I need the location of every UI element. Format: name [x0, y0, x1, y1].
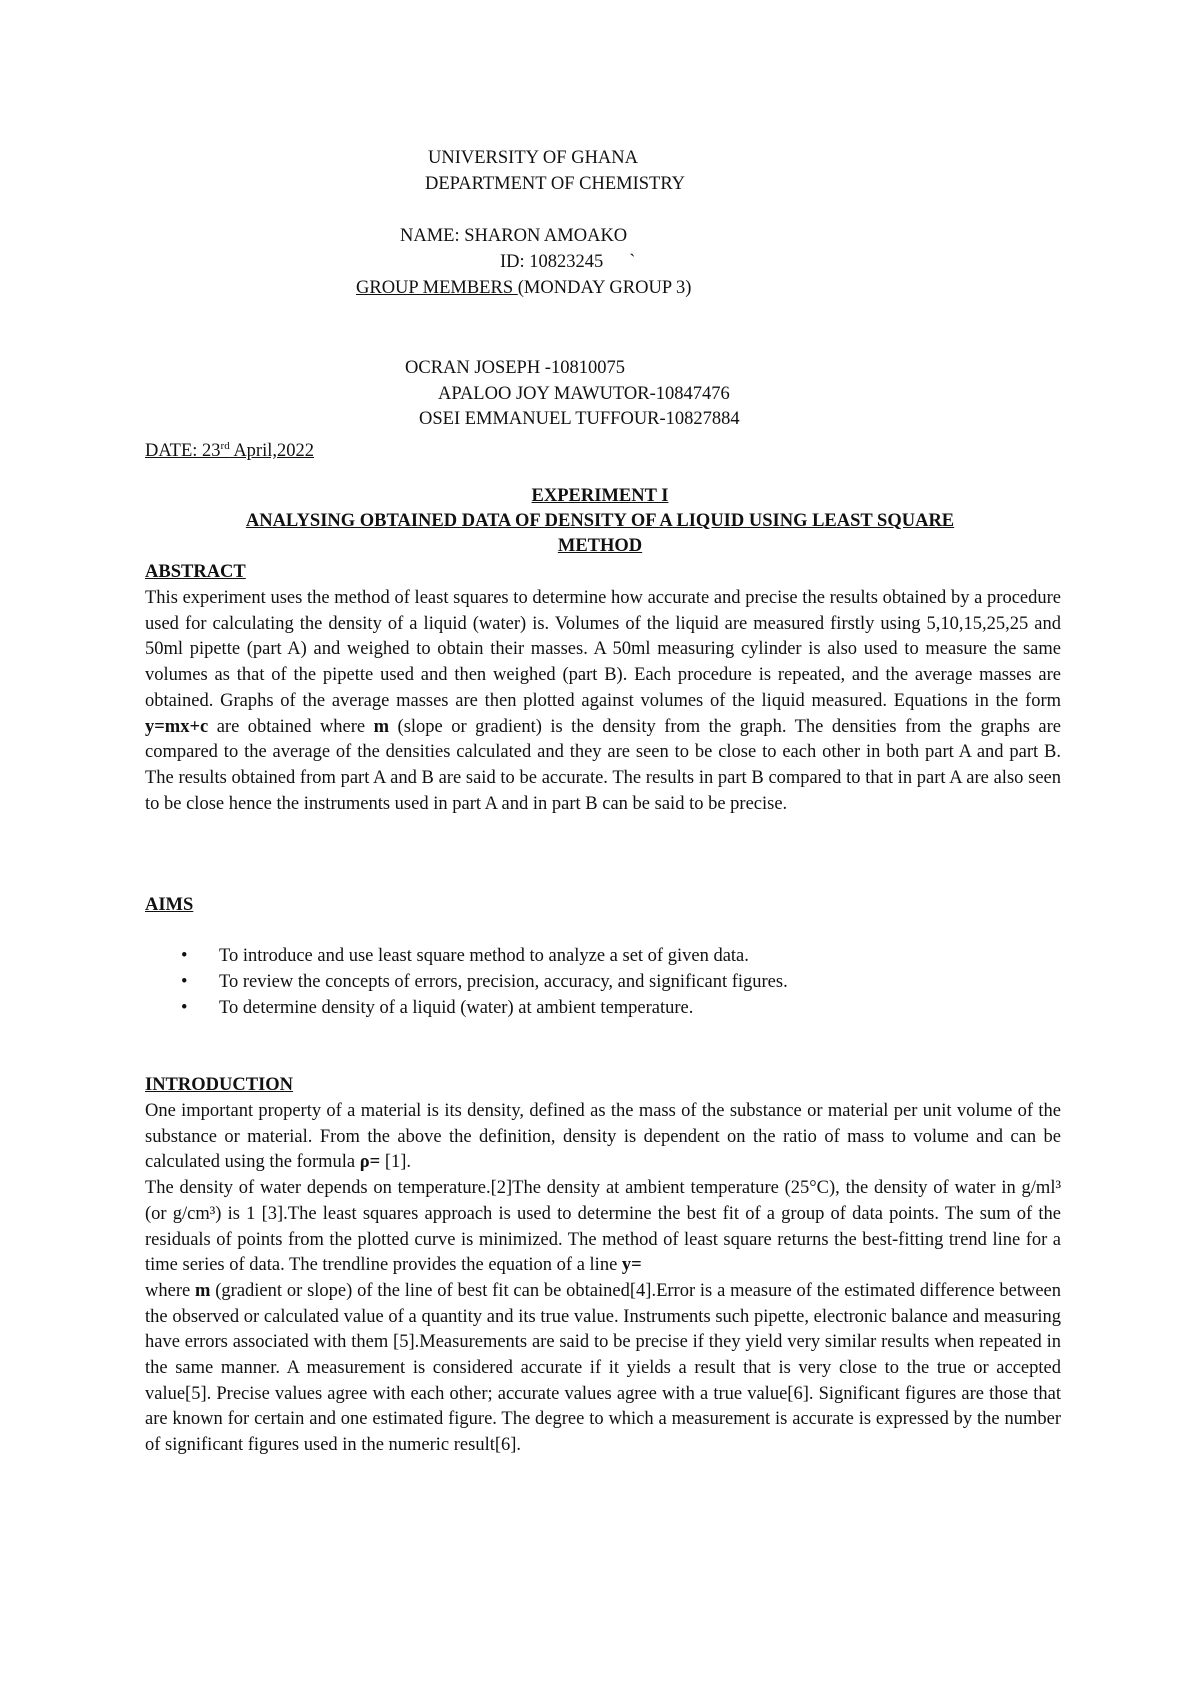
- aims-item: [175, 995, 788, 1021]
- university-title: UNIVERSITY OF GHANA: [428, 148, 639, 168]
- student-name: NAME: SHARON AMOAKO: [400, 226, 628, 246]
- abstract-m: m: [373, 716, 390, 737]
- date-rest: April,2022: [229, 441, 314, 462]
- introduction-heading: INTRODUCTION: [145, 1075, 294, 1095]
- member-2: APALOO JOY MAWUTOR-10847476: [438, 384, 730, 404]
- aims-item: [175, 969, 788, 995]
- intro-m: m: [195, 1280, 211, 1301]
- group-members-heading: GROUP MEMBERS: [356, 278, 518, 298]
- intro-p1-end: [1].: [380, 1152, 412, 1173]
- bullet-icon: •: [181, 972, 188, 992]
- line-equation: y=: [621, 1255, 642, 1276]
- student-id: [500, 250, 635, 274]
- stray-mark: `: [629, 252, 636, 272]
- bullet-icon: •: [181, 946, 188, 966]
- intro-paragraph-1: [145, 1099, 1061, 1176]
- experiment-title-line2: METHOD: [557, 536, 643, 556]
- intro-p1-text: One important property of a material is its density, defined as the mass of the substance or material per unit volume of the substance or material. From the above the definition, density is dependent on the ratio of mass to volume and can be calculated using the formula: [145, 1101, 1061, 1173]
- intro-p3-start: where: [145, 1280, 196, 1301]
- intro-paragraph-2: [145, 1176, 1061, 1279]
- date-suffix: rd: [220, 440, 230, 452]
- bullet-icon: •: [181, 998, 188, 1018]
- date-prefix: DATE: 23: [145, 441, 221, 462]
- department-title: DEPARTMENT OF CHEMISTRY: [425, 174, 685, 194]
- aims-list: [175, 943, 788, 1021]
- intro-p2-text: The density of water depends on temperature.[2]The density at ambient temperature (25°C), the density of water in g/ml³ (or g/cm³) is 1 [3].The least squares approach is used to determine the best fit of a group of data points. The sum of the residuals of points from the plotted curve is minimized. The method of least square returns the best-fitting trend line for a time series of data. The trendline provides the equation of a line: [145, 1178, 1061, 1276]
- abstract-body: [145, 586, 1061, 817]
- abstract-equation: y=mx+c: [145, 716, 209, 737]
- abstract-heading: ABSTRACT: [145, 562, 246, 582]
- aims-item-text: To determine density of a liquid (water) at ambient temperature.: [219, 998, 694, 1018]
- aims-item-text: To introduce and use least square method to analyze a set of given data.: [219, 946, 749, 966]
- experiment-title-line1: ANALYSING OBTAINED DATA OF DENSITY OF A LIQUID USING LEAST SQUARE: [245, 511, 955, 531]
- abstract-text-1: This experiment uses the method of least squares to determine how accurate and precise the results obtained by a procedure used for calculating the density of a liquid (water) is. Volumes of the liquid are measured firstly using 5,10,15,25,25 and 50ml pipette (part A) and weighed to obtain their masses. A 50ml measuring cylinder is also used to measure the same volumes as that of the pipette used and then weighed (part B). Each procedure is repeated, and the average masses are obtained. Graphs of the average masses are then plotted against volumes of the liquid measured. Equations in the form: [145, 588, 1061, 711]
- report-date: [145, 434, 314, 463]
- member-1: OCRAN JOSEPH -10810075: [405, 358, 625, 378]
- introduction-body: [145, 1099, 1061, 1459]
- aims-item: [175, 943, 788, 969]
- experiment-number: EXPERIMENT I: [531, 486, 669, 506]
- abstract-text-2: are obtained where: [208, 716, 374, 737]
- aims-item-text: To review the concepts of errors, precision, accuracy, and significant figures.: [219, 972, 788, 992]
- member-3: OSEI EMMANUEL TUFFOUR-10827884: [419, 409, 740, 429]
- group-detail: (MONDAY GROUP 3): [517, 278, 692, 298]
- abstract-text-3: (slope or gradient) is the density from the graph. The densities from the graphs are compared to the average of the densities calculated and they are seen to be close to each other in both part A and part B. The results obtained from part A and B are said to be accurate. The results in part B compared to that in part A are also seen to be close hence the instruments used in part A and in part B can be said to be precise.: [145, 716, 1061, 814]
- intro-paragraph-3: [145, 1279, 1061, 1459]
- rho-formula: ρ=: [359, 1152, 381, 1173]
- intro-p3-text: (gradient or slope) of the line of best fit can be obtained[4].Error is a measure of the estimated difference between the observed or calculated value of a quantity and its true value. Instruments such pipette, electronic balance and measuring have errors associated with them [5].Measurements are said to be precise if they yield very similar results when repeated in the same manner. A measurement is considered accurate if it yields a result that is very close to the true or accepted value[5]. Precise values agree with each other; accurate values agree with a true value[6]. Significant figures are those that are known for certain and one estimated figure. The degree to which a measurement is accurate is expressed by the number of significant figures used in the numeric result[6].: [145, 1280, 1061, 1456]
- group-members-label: [356, 276, 691, 300]
- student-id-text: ID: 10823245: [500, 252, 604, 272]
- aims-heading: AIMS: [145, 895, 194, 915]
